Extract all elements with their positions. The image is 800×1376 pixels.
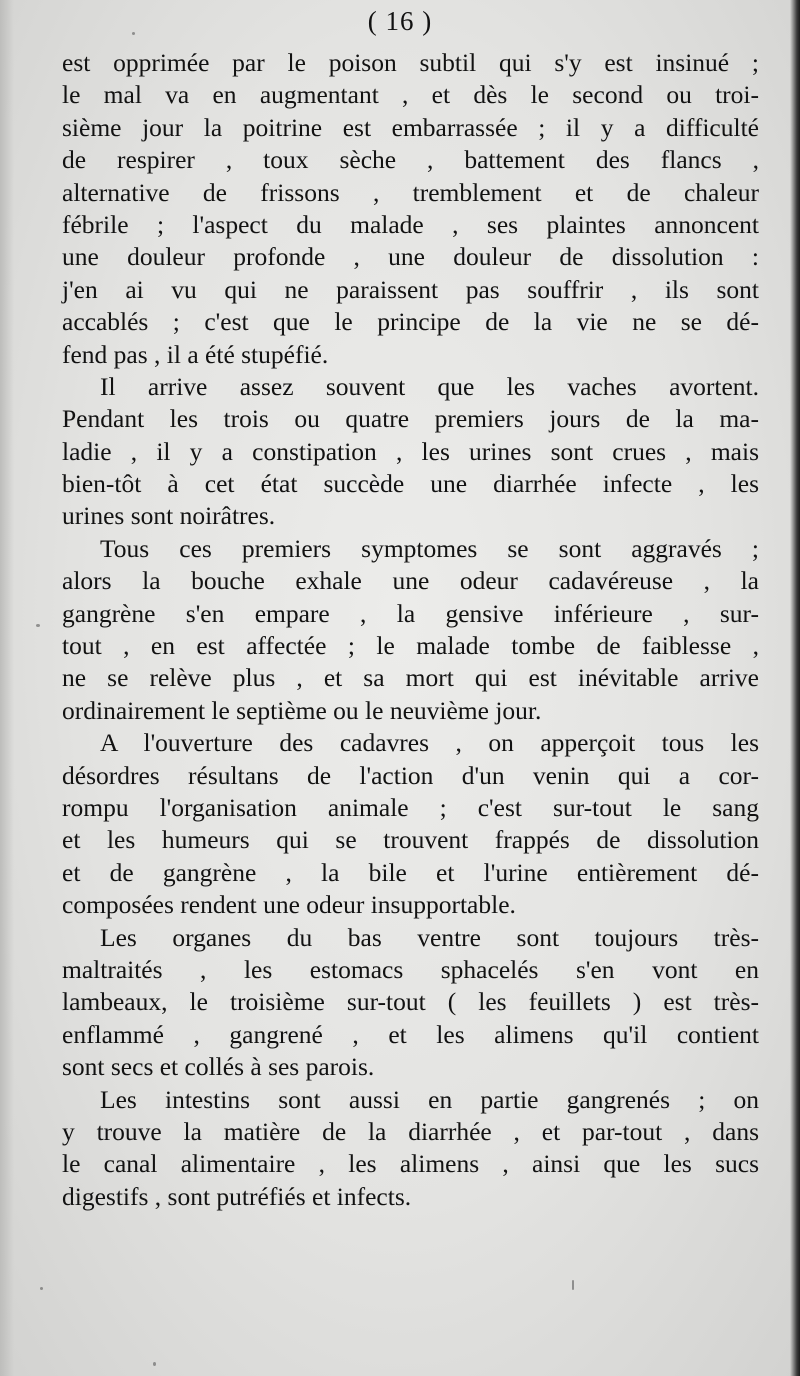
text-line: accablés ; c'est que le principe de la vie ne se dé- <box>62 307 759 337</box>
text-line: de respirer , toux sèche , battement des flancs , <box>62 145 759 175</box>
text-line: Tous ces premiers symptomes se sont aggravés ; <box>100 533 759 563</box>
page-shadow-left <box>0 0 14 1376</box>
paragraph <box>62 533 759 727</box>
text-line: et de gangrène , la bile et l'urine entièrement dé- <box>62 857 759 887</box>
text-line: fend pas , il a été stupéfié. <box>62 339 329 369</box>
body-text <box>62 47 759 1213</box>
text-line: ordinairement le septième ou le neuvième jour. <box>62 695 542 725</box>
text-line: lambeaux, le troisième sur-tout ( les feuillets ) est très- <box>62 987 759 1017</box>
paragraph <box>62 1084 759 1214</box>
text-line: Il arrive assez souvent que les vaches avortent. <box>100 371 759 401</box>
page-number: ( 16 ) <box>367 6 433 36</box>
text-line: rompu l'organisation animale ; c'est sur-tout le sang <box>62 792 759 822</box>
page-shadow-right <box>790 0 800 1376</box>
text-line: bien-tôt à cet état succède une diarrhée infecte , les <box>62 469 759 499</box>
text-line: fébrile ; l'aspect du malade , ses plaintes annoncent <box>62 209 759 239</box>
text-line: le mal va en augmentant , et dès le second ou troi- <box>62 80 759 110</box>
ink-speck <box>572 1280 574 1290</box>
text-line: composées rendent une odeur insupportable. <box>62 890 516 920</box>
text-line: alors la bouche exhale une odeur cadavéreuse , la <box>62 566 759 596</box>
text-line: est opprimée par le poison subtil qui s'y est insinué ; <box>62 48 759 77</box>
text-line: urines sont noirâtres. <box>62 501 276 531</box>
text-line: j'en ai vu qui ne paraissent pas souffrir , ils sont <box>62 274 759 304</box>
paragraph <box>62 922 759 1084</box>
text-line: maltraités , les estomacs sphacelés s'en vont en <box>62 954 759 984</box>
text-line: Les organes du bas ventre sont toujours très- <box>100 922 759 952</box>
paragraph <box>62 47 759 371</box>
ink-speck <box>40 1287 43 1290</box>
text-line: désordres résultans de l'action d'un venin qui a cor- <box>62 760 759 790</box>
text-line: tout , en est affectée ; le malade tombe de faiblesse , <box>62 631 759 661</box>
text-line: digestifs , sont putréfiés et infects. <box>62 1181 412 1211</box>
text-line: Pendant les trois ou quatre premiers jours de la ma- <box>62 404 759 434</box>
ink-speck <box>36 624 40 627</box>
paragraph <box>62 727 759 921</box>
paragraph <box>62 371 759 533</box>
text-line: enflammé , gangrené , et les alimens qu'il contient <box>62 1019 759 1049</box>
text-line: ne se relève plus , et sa mort qui est inévitable arrive <box>62 663 759 693</box>
text-line: gangrène s'en empare , la gensive inférieure , sur- <box>62 598 759 628</box>
text-line: sont secs et collés à ses parois. <box>62 1052 375 1082</box>
text-line: et les humeurs qui se trouvent frappés de dissolution <box>62 825 759 855</box>
text-line: sième jour la poitrine est embarrassée ; il y a difficulté <box>62 112 759 142</box>
text-line: Les intestins sont aussi en partie gangrenés ; on <box>100 1084 759 1114</box>
text-line: alternative de frissons , tremblement et de chaleur <box>62 177 759 207</box>
text-line: y trouve la matière de la diarrhée , et par-tout , dans <box>62 1116 759 1146</box>
text-line: une douleur profonde , une douleur de dissolution : <box>62 242 759 272</box>
text-line: A l'ouverture des cadavres , on apperçoit tous les <box>100 728 759 758</box>
text-line: ladie , il y a constipation , les urines sont crues , mais <box>62 436 759 466</box>
ink-speck <box>153 1362 156 1366</box>
text-line: le canal alimentaire , les alimens , ainsi que les sucs <box>62 1149 759 1179</box>
